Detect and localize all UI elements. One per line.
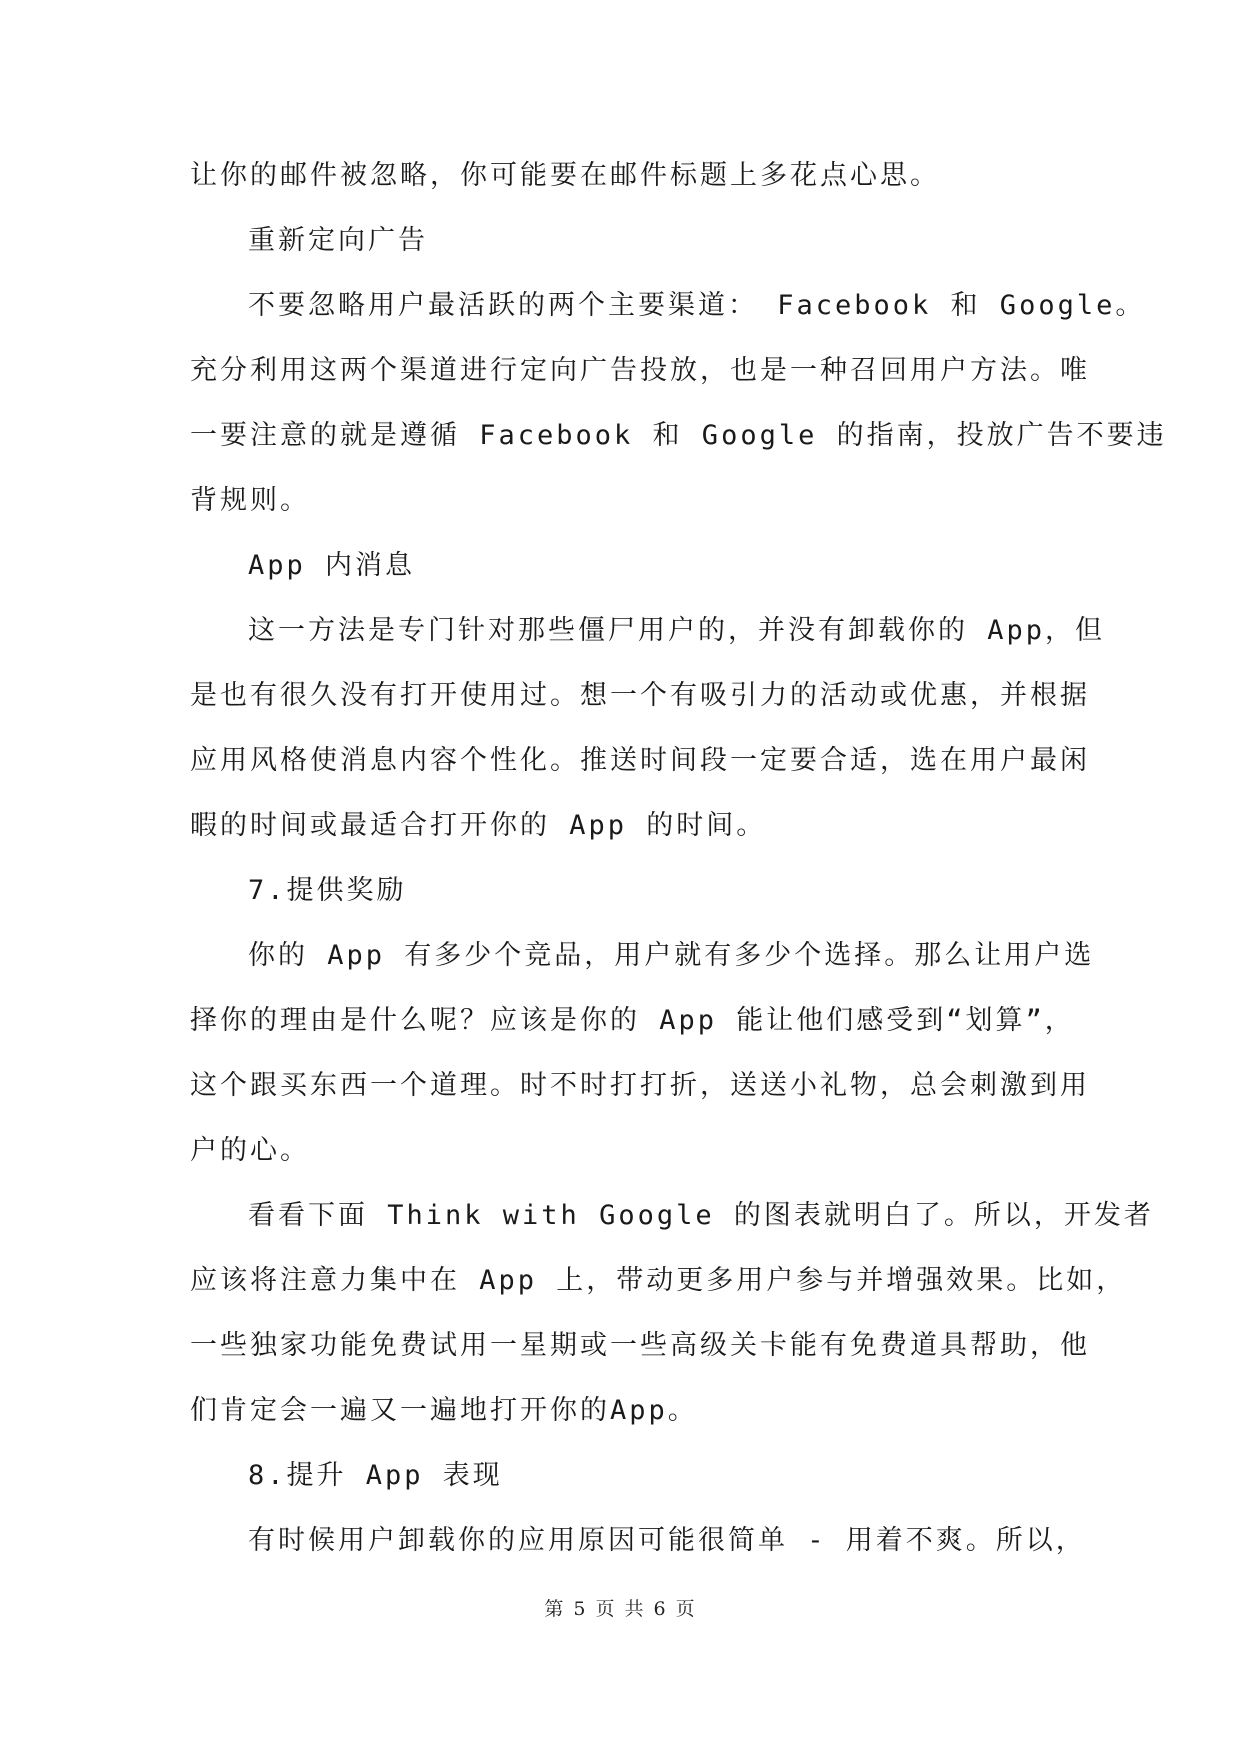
text-line: 择你的理由是什么呢？应该是你的 App 能让他们感受到“划算”，: [190, 1005, 1075, 1036]
text-line: 看看下面 Think with Google 的图表就明白了。所以，开发者: [248, 1200, 1154, 1231]
section-heading: 8.提升 App 表现: [248, 1460, 503, 1491]
section-heading: App 内消息: [248, 550, 416, 581]
text-line: 不要忽略用户最活跃的两个主要渠道： Facebook 和 Google。: [248, 290, 1146, 321]
section-heading: 7.提供奖励: [248, 875, 407, 906]
text-line: 户的心。: [190, 1135, 310, 1166]
text-line: 你的 App 有多少个竞品，用户就有多少个选择。那么让用户选: [248, 940, 1095, 971]
text-line: 这个跟买东西一个道理。时不时打打折，送送小礼物，总会刺激到用: [190, 1070, 1090, 1101]
section-heading: 重新定向广告: [248, 225, 428, 256]
text-line: 让你的邮件被忽略，你可能要在邮件标题上多花点心思。: [190, 160, 940, 191]
text-line: 有时候用户卸载你的应用原因可能很简单 - 用着不爽。所以，: [248, 1525, 1086, 1556]
text-line: 们肯定会一遍又一遍地打开你的App。: [190, 1395, 698, 1426]
text-line: 背规则。: [190, 485, 310, 516]
text-line: 一要注意的就是遵循 Facebook 和 Google 的指南，投放广告不要违: [190, 420, 1167, 451]
text-line: 是也有很久没有打开使用过。想一个有吸引力的活动或优惠，并根据: [190, 680, 1090, 711]
text-line: 一些独家功能免费试用一星期或一些高级关卡能有免费道具帮助，他: [190, 1330, 1090, 1361]
document-body: [190, 156, 1167, 1586]
text-line: 暇的时间或最适合打开你的 App 的时间。: [190, 810, 767, 841]
text-line: 应用风格使消息内容个性化。推送时间段一定要合适，选在用户最闲: [190, 745, 1090, 776]
text-line: 这一方法是专门针对那些僵尸用户的，并没有卸载你的 App，但: [248, 615, 1106, 646]
page-footer: 第 5 页 共 6 页: [544, 1598, 697, 1620]
text-line: 应该将注意力集中在 App 上，带动更多用户参与并增强效果。比如，: [190, 1265, 1127, 1296]
text-line: 充分利用这两个渠道进行定向广告投放，也是一种召回用户方法。唯: [190, 355, 1090, 386]
